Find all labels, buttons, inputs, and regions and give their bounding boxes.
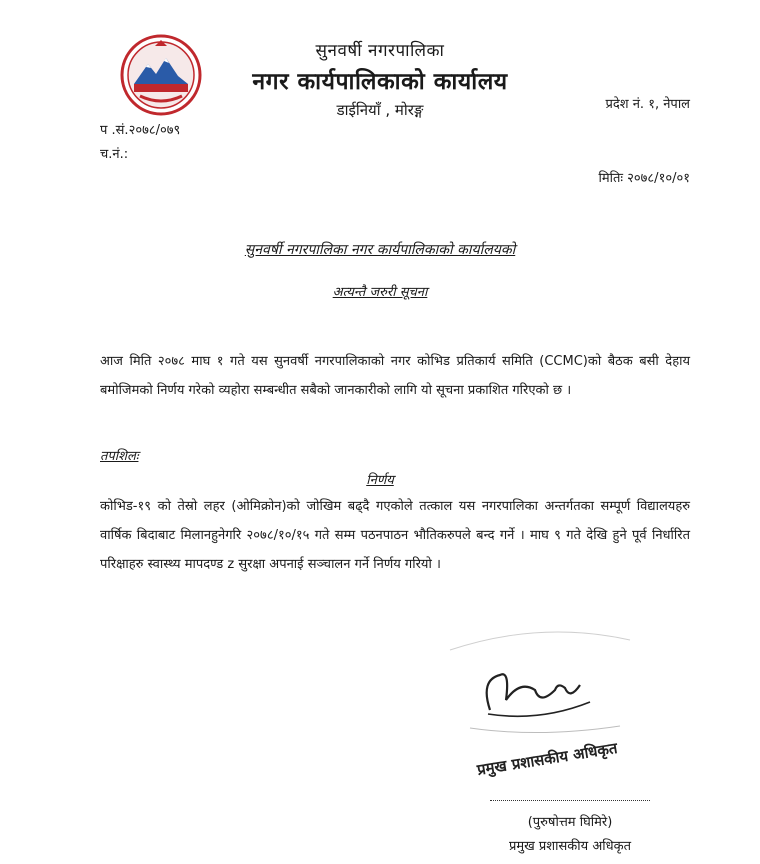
decision-label: निर्णय <box>366 473 394 488</box>
fiscal-year-reference: प .सं.२०७८/०७९ <box>100 123 181 138</box>
signature-line <box>490 790 650 801</box>
header-municipality-name: सुनवर्षी नगरपालिका <box>315 41 445 61</box>
header-office-name: नगर कार्यपालिकाको कार्यालय <box>252 69 508 95</box>
signatory-name: (पुरुषोत्तम घिमिरे) <box>527 815 613 830</box>
header-province: प्रदेश नं. १, नेपाल <box>605 97 690 112</box>
details-label: तपशिलः <box>100 449 139 464</box>
intro-paragraph: आज मिति २०७८ माघ १ गते यस सुनवर्षी नगरपालिकाको नगर कोभिड प्रतिकार्य समिति (CCMC)को बैठक बसी देहाय बमोजिमको निर्णय गरेको व्यहोरा सम्बन्धीत सबैको जानकारीको लागि यो सूचना प्रकाशित गरिएको छ । <box>100 354 690 398</box>
decision-paragraph: कोभिड-१९ को तेस्रो लहर (ओमिक्रोन)को जोखिम बढ्दै गएकोले तत्काल यस नगरपालिका अन्तर्गतका सम्पूर्ण विद्यालयहरु वार्षिक बिदाबाट मिलानहुनेगरि २०७८/१०/१५ गते सम्म पठनपाठन भौतिकरुपले बन्द गर्ने । माघ ९ गते देखि हुने पूर्व निर्धारित परिक्षाहरु स्वास्थ्य मापदण्ड z सुरक्षा अपनाई सञ्चालन गर्ने निर्णय गरियो । <box>100 499 690 572</box>
signatory-title: प्रमुख प्रशासकीय अधिकृत <box>508 839 632 854</box>
stamp-text: प्रमुख प्रशासकीय अधिकृत <box>475 739 619 779</box>
signature-stamp-image <box>440 630 640 790</box>
document-date: मितिः २०७८/१०/०१ <box>598 171 690 186</box>
office-title: सुनवर्षी नगरपालिका नगर कार्यपालिकाको कार्यालयको <box>244 242 516 258</box>
dispatch-number: च.नं.: <box>100 147 129 162</box>
header-address: डाईनियाँ , मोरङ्ग <box>336 101 424 119</box>
notice-title: अत्यन्तै जरुरी सूचना <box>332 285 428 300</box>
